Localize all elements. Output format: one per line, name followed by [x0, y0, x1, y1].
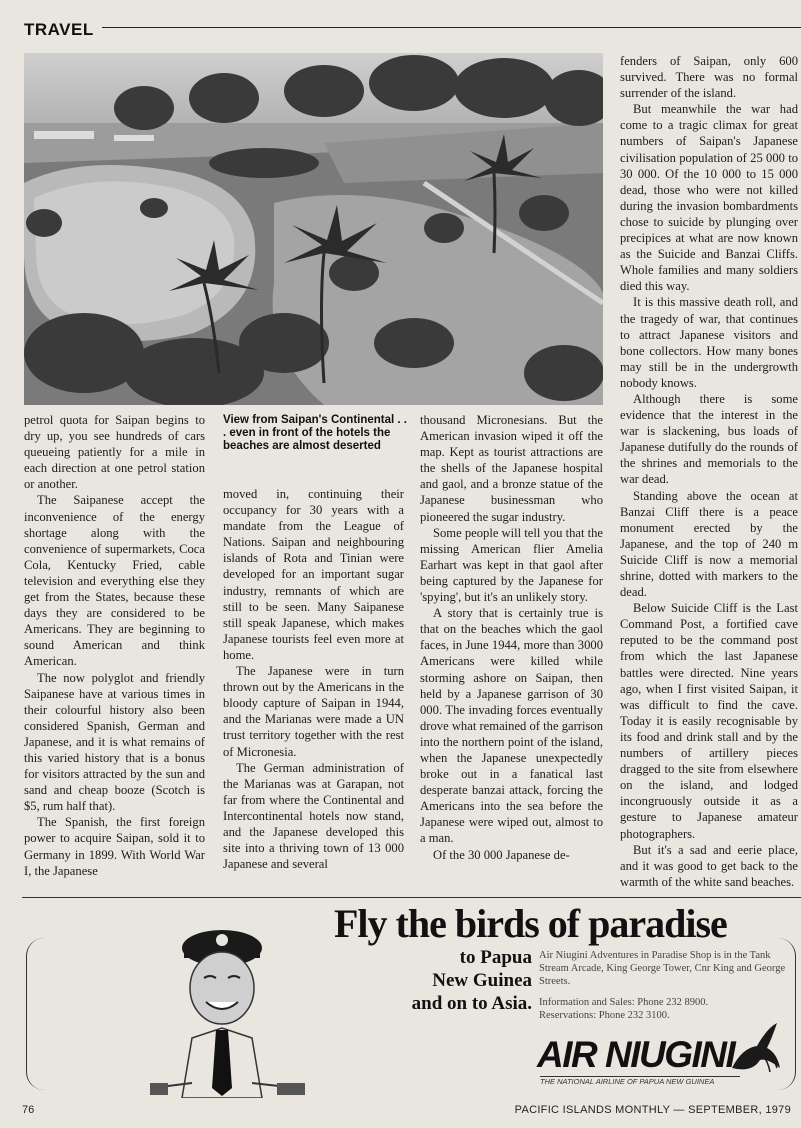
paragraph: The Saipanese accept the inconvenience of the energy shortage along with the convenience of supermarkets, Coca Cola, Kentucky Fried, cable television and everything else they get from the States, because these days they are considered to be Americans. They are beginning to sound American and think American.	[24, 493, 205, 669]
pilot-illustration	[122, 908, 322, 1103]
airline-tagline: THE NATIONAL AIRLINE OF PAPUA NEW GUINEA	[540, 1076, 740, 1086]
ad-contact-info: Information and Sales: Phone 232 8900.	[539, 997, 709, 1008]
hotel-grounds-photo	[24, 53, 603, 405]
paragraph: Standing above the ocean at Banzai Cliff there is a peace monument erected by the Japanese, and the top of 240 m Suicide Cliff is now a memorial shrine, dotted with markers to the dead.	[620, 488, 798, 600]
air-niugini-logo: AIR NIUGINI	[537, 1034, 735, 1075]
paragraph: It is this massive death roll, and the tragedy of war, that continues to attract Japanese visitors and bone collectors. How many bones may still be in the undergrowth nobody knows.	[620, 295, 798, 390]
header-rule	[102, 27, 801, 28]
paragraph: Although there is some evidence that the interest in the war is slackening, bus loads of Japanese dutifully do the rounds of the shrines and memorials to the war dead.	[620, 391, 798, 487]
paragraph: The now polyglot and friendly Saipanese have at various times in their colourful history also been considered Spanish, German and Japanese, and it is what remains of this varied history that is a bonus for visitors attracted by the sun and sand and cheap booze (Scotch is $5, rum half that).	[24, 670, 205, 814]
paragraph: The Japanese were in turn thrown out by the Americans in the bloody capture of Saipan in 1944, and the Marianas were made a UN trust territory together with the rest of Micronesia.	[223, 664, 404, 759]
article-column-2	[223, 486, 404, 872]
paragraph: The Spanish, the first foreign power to acquire Saipan, sold it to Germany in 1899. With World War I, the Japanese	[24, 815, 205, 878]
paragraph: A story that is certainly true is that on the beaches which the gaol faces, in June 1944, more than 3000 Americans were killed while storming ashore on Saipan, then held by a Japanese garrison of 30 000. The invading forces eventually drove what remained of the garrison into the northern point of the island, when the Japanese unexpectedly broke out in a fanatical last desperate banzai attack, forcing the Americans into the sea before the Japanese were wiped out, almost to a man.	[420, 606, 603, 846]
ad-headline: Fly the birds of paradise	[334, 901, 727, 946]
ad-destinations	[392, 946, 532, 1015]
paragraph: moved in, continuing their occupancy for 30 years with a mandate from the League of Nations. Saipan and neighbouring islands of Rota and Tinian were developed for an important sugar industry, remnants of which are still to be seen. Many Saipanese still speak Japanese, which makes Japanese tourists feel even more at home.	[223, 487, 404, 662]
paragraph: Below Suicide Cliff is the Last Command Post, a fortified cave reputed to be the command post from which the last Japanese battles were directed. Nine years ago, when I first visited Saipan, it was difficult to find the cave. Today it is easily recognisable by its food and drink stall and by the numbers of artillery pieces dragged to the site from elsewhere on the island, and lodged incongruously outside it as a gesture to Japanese amateur photographers.	[620, 601, 798, 841]
ad-contact-reservations: Reservations: Phone 232 3100.	[539, 1010, 670, 1021]
paragraph: Some people will tell you that the missing American flier Amelia Earhart was kept in that gaol after being captured by the Japanese for 'spying', but it's an unlikely story.	[420, 525, 603, 605]
section-heading: TRAVEL	[24, 20, 94, 39]
paragraph: thousand Micronesians. But the American invasion wiped it off the map. Kept as tourist attractions are the shells of the Japanese hospital and gaol, and a bronze statue of the Japanese businessman who pioneered the sugar industry.	[420, 413, 603, 524]
paragraph: petrol quota for Saipan begins to dry up, you see hundreds of cars queueing patiently for a mile in each direction at one petrol station or another.	[24, 413, 205, 492]
paragraph: But it's a sad and eerie place, and it was good to get back to the warmth of the white sand beaches.	[620, 842, 798, 889]
ad-destination-line: to Papua	[459, 947, 532, 968]
ad-shop-address: Air Niugini Adventures in Paradise Shop is in the Tank Stream Arcade, King George Tower, Cnr King and George Streets.	[539, 950, 786, 987]
paragraph: The German administration of the Marianas was at Garapan, not far from where the Continental and Intercontinental hotels now stand, and the Japanese developed this site into a thriving town of 13 000 Japanese and several	[223, 760, 404, 872]
article-column-1	[24, 412, 205, 879]
ad-destination-line: New Guinea	[432, 970, 532, 991]
article-end-rule	[22, 897, 801, 898]
page-number: 76	[22, 1104, 35, 1116]
photo-illustration	[24, 53, 603, 405]
article-column-4	[620, 53, 798, 890]
photo-caption: View from Saipan's Continental . . . even in front of the hotels the beaches are almost deserted	[223, 414, 407, 452]
article-column-3	[420, 412, 603, 863]
publication-footer: PACIFIC ISLANDS MONTHLY — SEPTEMBER, 1979	[514, 1104, 791, 1116]
paragraph: But meanwhile the war had come to a tragic climax for great numbers of Saipan's Japanese civilisation population of 25 000 to 30 000. Of the 10 000 to 15 000 dead, those who were not killed during the invasion bombardments chose to suicide by plunging over precipices at what are now known as the Suicide and Banzai Cliffs. Whole families and many soldiers died this way.	[620, 102, 798, 294]
bird-of-paradise-icon	[722, 1018, 782, 1083]
air-niugini-advertisement	[22, 900, 801, 1100]
ad-destination-line: and on to Asia.	[411, 993, 532, 1014]
paragraph: Of the 30 000 Japanese de-	[433, 847, 570, 862]
paragraph: fenders of Saipan, only 600 survived. There was no formal surrender of the island.	[620, 54, 798, 101]
